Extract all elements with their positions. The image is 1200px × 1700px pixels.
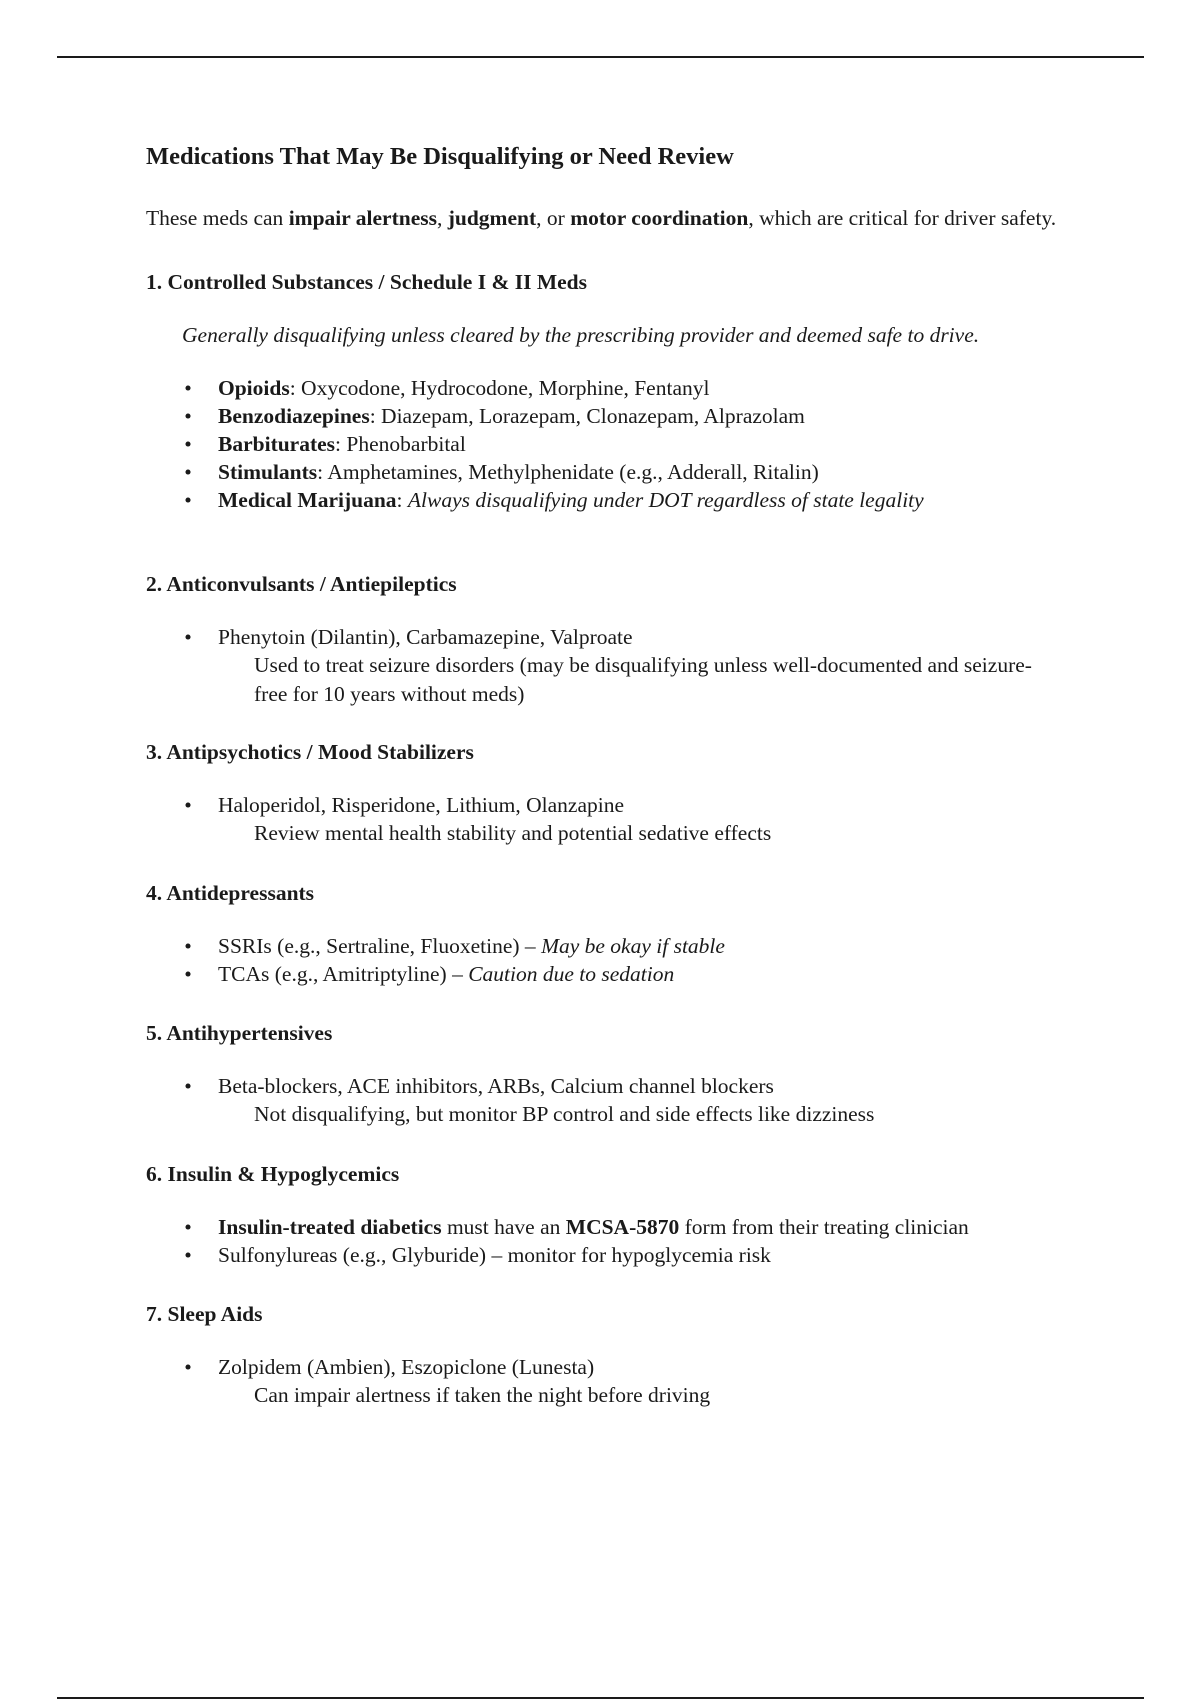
item-text: : Diazepam, Lorazepam, Clonazepam, Alprazolam (369, 404, 805, 428)
item-text: : Phenobarbital (335, 432, 466, 456)
item-label: Barbiturates (218, 432, 336, 456)
list-item (146, 458, 1146, 486)
item-list (146, 932, 1146, 988)
section-heading: 6. Insulin & Hypoglycemics (146, 1162, 400, 1186)
item-text: TCAs (e.g., Amitriptyline) – (218, 962, 469, 986)
item-text: Beta-blockers, ACE inhibitors, ARBs, Calcium channel blockers (218, 1074, 774, 1098)
section-heading: 3. Antipsychotics / Mood Stabilizers (146, 740, 474, 764)
item-list (146, 1213, 1146, 1269)
section-anticonvulsants (146, 570, 1146, 709)
form-code: MCSA-5870 (565, 1215, 680, 1239)
item-text: Haloperidol, Risperidone, Lithium, Olanzapine (218, 793, 625, 817)
bullet-icon: • (184, 1074, 192, 1098)
intro-text: , which are critical for driver safety. (748, 206, 1057, 230)
bullet-icon: • (184, 1215, 192, 1239)
section-insulin-hypoglycemics (146, 1160, 1146, 1269)
bullet-icon: • (184, 1243, 192, 1267)
item-text: Phenytoin (Dilantin), Carbamazepine, Valproate (218, 625, 633, 649)
item-list (146, 623, 1146, 709)
list-item (146, 791, 1146, 847)
section-heading: 1. Controlled Substances / Schedule I & II Meds (146, 270, 588, 294)
list-item (146, 960, 1146, 988)
section-heading: 5. Antihypertensives (146, 1021, 333, 1045)
top-rule (57, 56, 1144, 58)
item-subtext: Not disqualifying, but monitor BP control and side effects like dizziness (254, 1102, 875, 1126)
bullet-icon: • (184, 488, 192, 512)
section-antihypertensives (146, 1019, 1146, 1128)
item-label: Stimulants (218, 460, 318, 484)
section-controlled-substances (146, 268, 1146, 514)
list-item (146, 1213, 1146, 1241)
item-subtext: Can impair alertness if taken the night before driving (254, 1383, 711, 1407)
item-label: Medical Marijuana (218, 488, 397, 512)
list-item (146, 932, 1146, 960)
item-subtext: Used to treat seizure disorders (may be disqualifying unless well-documented and seizure-free for 10 years without meds) (254, 653, 1032, 706)
item-text: must have an (441, 1215, 566, 1239)
item-italic-note: May be okay if stable (541, 934, 725, 958)
section-heading: 4. Antidepressants (146, 881, 315, 905)
item-italic-note: Always disqualifying under DOT regardless of state legality (407, 488, 924, 512)
item-text: : Amphetamines, Methylphenidate (e.g., Adderall, Ritalin) (317, 460, 819, 484)
item-text: SSRIs (e.g., Sertraline, Fluoxetine) – (218, 934, 542, 958)
item-italic-note: Caution due to sedation (468, 962, 675, 986)
item-label: Benzodiazepines (218, 404, 370, 428)
intro-emphasis-alertness: impair alertness (288, 206, 437, 230)
list-item (146, 1072, 1146, 1128)
intro-paragraph (146, 204, 1076, 233)
list-item (146, 486, 1146, 514)
intro-emphasis-motor: motor coordination (570, 206, 749, 230)
bullet-icon: • (184, 460, 192, 484)
bullet-icon: • (184, 962, 192, 986)
item-list (146, 1353, 1146, 1409)
item-subtext: Review mental health stability and potential sedative effects (254, 821, 772, 845)
item-text: : Oxycodone, Hydrocodone, Morphine, Fentanyl (289, 376, 710, 400)
intro-emphasis-judgment: judgment (447, 206, 537, 230)
list-item (146, 374, 1146, 402)
bullet-icon: • (184, 625, 192, 649)
item-text: : (396, 488, 408, 512)
item-label: Opioids (218, 376, 290, 400)
item-list (146, 791, 1146, 847)
list-item (146, 1353, 1146, 1409)
bullet-icon: • (184, 1355, 192, 1379)
intro-text: , (436, 206, 448, 230)
section-heading: 2. Anticonvulsants / Antiepileptics (146, 572, 457, 596)
item-text: Sulfonylureas (e.g., Glyburide) – monitor for hypoglycemia risk (218, 1243, 771, 1267)
bullet-icon: • (184, 934, 192, 958)
bullet-icon: • (184, 793, 192, 817)
bullet-icon: • (184, 404, 192, 428)
section-sleep-aids (146, 1300, 1146, 1409)
section-heading: 7. Sleep Aids (146, 1302, 263, 1326)
section-note: Generally disqualifying unless cleared by the prescribing provider and deemed safe to drive. (182, 323, 980, 347)
intro-text: These meds can (146, 206, 289, 230)
list-item (146, 430, 1146, 458)
section-antipsychotics (146, 738, 1146, 847)
item-list (146, 374, 1146, 514)
intro-text: , or (536, 206, 571, 230)
page-title: Medications That May Be Disqualifying or Need Review (146, 143, 734, 170)
bullet-icon: • (184, 376, 192, 400)
list-item (146, 1241, 1146, 1269)
item-label: Insulin-treated diabetics (218, 1215, 442, 1239)
list-item (146, 623, 1146, 709)
list-item (146, 402, 1146, 430)
bullet-icon: • (184, 432, 192, 456)
bottom-rule (57, 1697, 1144, 1699)
item-text: Zolpidem (Ambien), Eszopiclone (Lunesta) (218, 1355, 595, 1379)
item-list (146, 1072, 1146, 1128)
item-text: form from their treating clinician (679, 1215, 969, 1239)
section-antidepressants (146, 879, 1146, 988)
